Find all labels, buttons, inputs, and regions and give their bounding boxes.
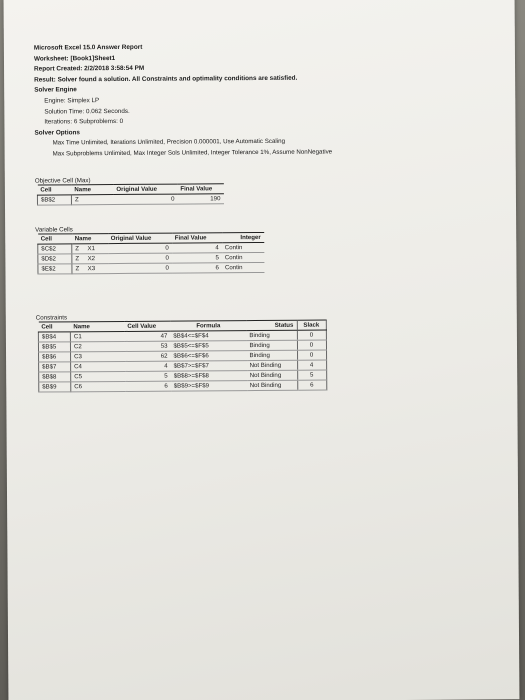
var-header-name: Name (72, 233, 108, 243)
obj-header-original: Original Value (113, 184, 177, 194)
con-value: 5 (125, 371, 171, 381)
var-name (72, 253, 108, 263)
con-cell: $B$5 (38, 341, 70, 351)
var-header-cell: Cell (38, 233, 72, 243)
constraints-table (38, 319, 327, 392)
con-header-name: Name (70, 321, 124, 331)
solution-time: Solution Time: 0.062 Seconds. (44, 107, 130, 116)
con-name: C5 (71, 371, 125, 381)
con-cell: $B$4 (38, 331, 70, 341)
con-formula: $B$5<=$F$5 (170, 340, 246, 351)
con-status: Binding (246, 330, 297, 340)
var-label: X2 (87, 254, 96, 262)
table-row (37, 193, 223, 204)
constraints-title: Constraints (35, 313, 68, 322)
con-cell: $B$9 (39, 381, 71, 391)
var-cell: $C$2 (38, 243, 72, 253)
con-name: C3 (71, 351, 125, 361)
con-header-value: Cell Value (124, 321, 170, 331)
table-row (39, 380, 327, 392)
var-final: 4 (172, 242, 222, 252)
var-original: 0 (108, 253, 172, 263)
report-result: Result: Solver found a solution. All Constraints and optimality conditions are satisfied. (34, 74, 298, 84)
con-value: 4 (125, 361, 171, 371)
obj-header-final: Final Value (177, 183, 223, 193)
variables-title: Variable Cells (35, 225, 73, 234)
options-line-1: Max Time Unlimited, Iterations Unlimited, Precision 0.000001, Use Automatic Scaling (52, 138, 286, 147)
con-name: C4 (71, 361, 125, 371)
objective-table (37, 183, 224, 205)
con-value: 47 (124, 331, 170, 341)
var-name-z: Z (75, 264, 80, 272)
con-header-formula: Formula (170, 320, 246, 331)
con-formula: $B$9>=$F$9 (171, 380, 247, 391)
options-header: Solver Options (34, 129, 80, 137)
var-cell: $D$2 (38, 253, 72, 263)
con-name: C1 (70, 331, 124, 341)
con-value: 53 (124, 341, 170, 351)
obj-final: 190 (177, 193, 223, 203)
var-final: 6 (172, 262, 222, 272)
con-formula: $B$6<=$F$6 (171, 350, 247, 361)
engine-name: Engine: Simplex LP (44, 97, 100, 105)
con-status: Binding (246, 340, 297, 350)
con-status: Not Binding (247, 380, 298, 390)
var-integer: Contin (222, 252, 264, 262)
report-worksheet: Worksheet: [Book1]Sheet1 (33, 54, 116, 63)
objective-title: Objective Cell (Max) (34, 176, 91, 185)
var-label: X3 (87, 264, 96, 272)
con-status: Binding (247, 350, 298, 360)
con-slack: 6 (297, 380, 326, 390)
con-value: 6 (125, 381, 171, 391)
con-name: C2 (70, 341, 124, 351)
iterations: Iterations: 6 Subproblems: 0 (44, 118, 124, 126)
var-original: 0 (108, 263, 172, 273)
con-slack: 4 (297, 360, 326, 370)
var-original: 0 (108, 243, 172, 253)
con-slack: 5 (297, 370, 326, 380)
con-formula: $B$4<=$F$4 (170, 330, 246, 341)
obj-header-cell: Cell (37, 184, 71, 194)
con-slack: 0 (297, 340, 326, 350)
var-name-z: Z (75, 244, 80, 252)
var-header-integer: Integer (222, 232, 264, 242)
con-name: C6 (71, 381, 125, 391)
var-cell: $E$2 (38, 263, 72, 273)
obj-name: Z (71, 194, 113, 204)
con-cell: $B$6 (39, 351, 71, 361)
paper-sheet (4, 0, 520, 700)
obj-header-name: Name (71, 184, 113, 194)
obj-cell: $B$2 (37, 194, 71, 204)
options-line-2: Max Subproblems Unlimited, Max Integer Sols Unlimited, Integer Tolerance 1%, Assume NonNegative (52, 148, 333, 158)
report-created: Report Created: 2/2/2018 3:58:54 PM (34, 65, 145, 73)
var-header-final: Final Value (172, 232, 222, 242)
con-value: 62 (125, 351, 171, 361)
var-label: X1 (87, 244, 95, 252)
var-name (72, 263, 108, 273)
con-status: Not Binding (247, 360, 298, 370)
var-integer: Contin (222, 262, 264, 272)
con-formula: $B$8>=$F$8 (171, 370, 247, 381)
var-final: 5 (172, 252, 222, 262)
var-name-z: Z (75, 254, 80, 262)
variables-table (37, 232, 264, 275)
engine-header: Solver Engine (34, 86, 77, 94)
obj-original: 0 (113, 194, 177, 204)
con-cell: $B$7 (39, 361, 71, 371)
con-slack: 0 (297, 350, 326, 360)
con-formula: $B$7>=$F$7 (171, 360, 247, 371)
con-status: Not Binding (247, 370, 298, 380)
con-header-cell: Cell (38, 321, 70, 331)
con-header-slack: Slack (297, 320, 326, 330)
con-header-status: Status (246, 320, 297, 330)
answer-report (34, 40, 496, 392)
report-title: Microsoft Excel 15.0 Answer Report (33, 43, 143, 52)
con-cell: $B$8 (39, 371, 71, 381)
var-integer: Contin (222, 242, 264, 252)
con-slack: 0 (297, 330, 326, 340)
var-name (72, 243, 108, 253)
var-header-original: Original Value (108, 233, 172, 243)
